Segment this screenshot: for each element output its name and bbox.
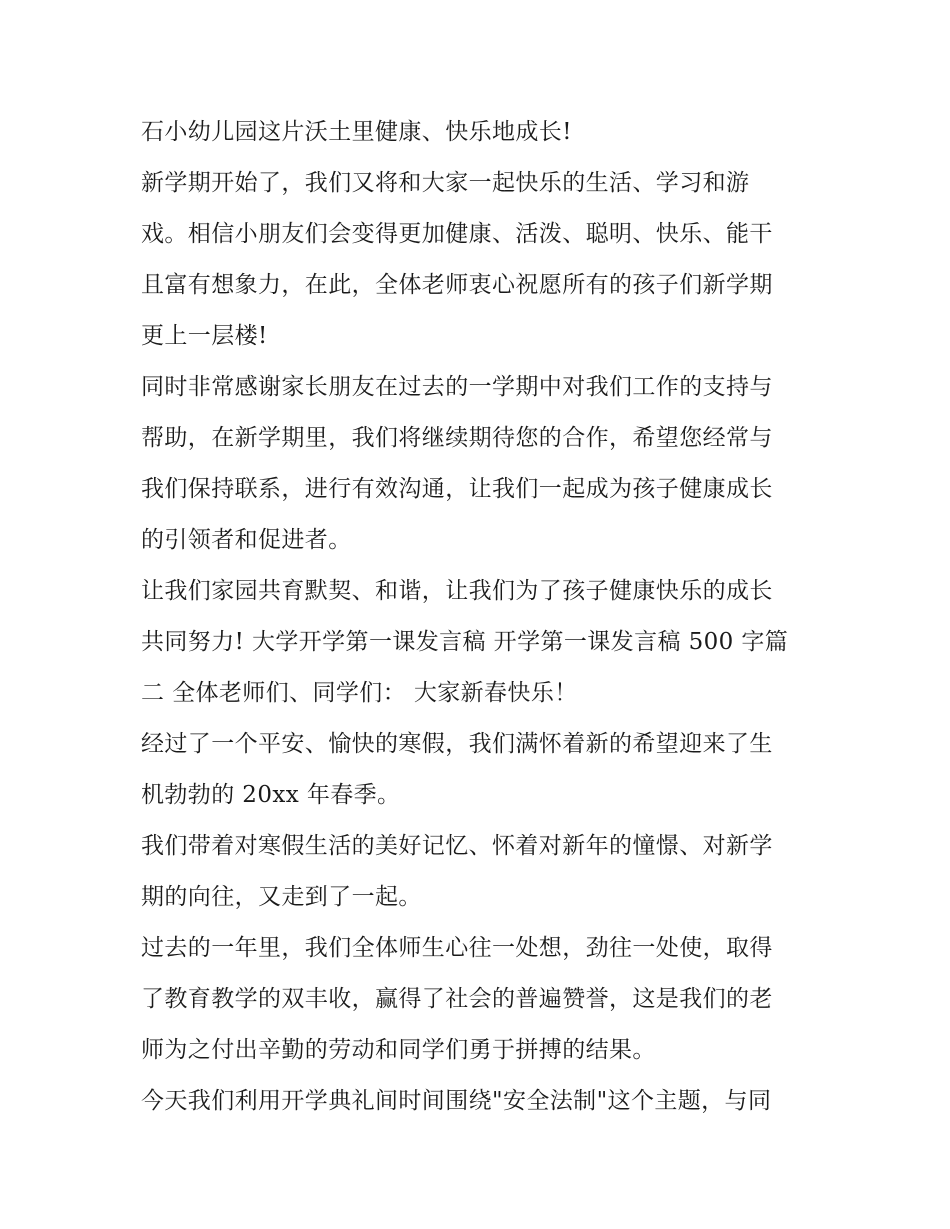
text-line: 过去的一年里，我们全体师生心往一处想，劲往一处使，取得	[141, 935, 773, 961]
text-line: 让我们家园共育默契、和谐，让我们为了孩子健康快乐的成长	[141, 578, 773, 604]
text-line: 石小幼儿园这片沃土里健康、快乐地成长!	[141, 119, 572, 145]
document-body	[141, 107, 813, 1127]
text-line: 戏。相信小朋友们会变得更加健康、活泼、聪明、快乐、能干	[141, 221, 773, 247]
text-line: 更上一层楼!	[141, 323, 268, 349]
text-line: 期的向往，又走到了一起。	[141, 884, 422, 910]
text-line: 经过了一个平安、愉快的寒假，我们满怀着新的希望迎来了生	[141, 731, 773, 757]
text-line: 新学期开始了，我们又将和大家一起快乐的生活、学习和游	[141, 170, 750, 196]
text-line: 共同努力! 大学开学第一课发言稿 开学第一课发言稿 500 字篇	[141, 629, 789, 655]
text-line: 二 全体老师们、同学们： 大家新春快乐！	[141, 680, 578, 706]
text-line: 同时非常感谢家长朋友在过去的一学期中对我们工作的支持与	[141, 374, 773, 400]
text-line: 帮助，在新学期里，我们将继续期待您的合作，希望您经常与	[141, 425, 773, 451]
text-line: 且富有想象力，在此，全体老师衷心祝愿所有的孩子们新学期	[141, 272, 773, 298]
text-line: 的引领者和促进者。	[141, 527, 352, 553]
text-line: 我们带着对寒假生活的美好记忆、怀着对新年的憧憬、对新学	[141, 833, 773, 859]
text-line: 了教育教学的双丰收，赢得了社会的普遍赞誉，这是我们的老	[141, 986, 773, 1012]
text-line: 今天我们利用开学典礼间时间围绕"安全法制"这个主题，与同	[141, 1088, 772, 1114]
text-line: 我们保持联系，进行有效沟通，让我们一起成为孩子健康成长	[141, 476, 773, 502]
text-line: 机勃勃的 20xx 年春季。	[141, 782, 401, 808]
text-line: 师为之付出辛勤的劳动和同学们勇于拼搏的结果。	[141, 1037, 656, 1063]
